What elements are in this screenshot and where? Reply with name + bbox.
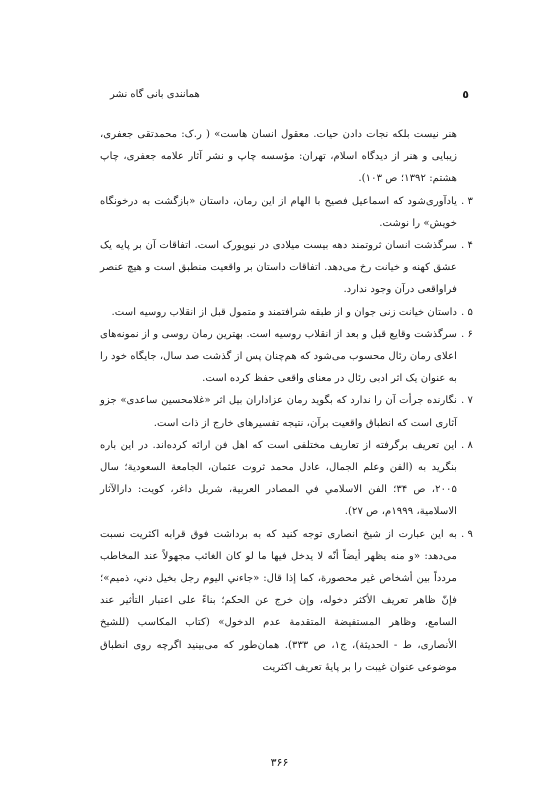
endnote-text: سرگذشت وقایع قبل و بعد از انقلاب روسیه است. بهترین رمان روسی و از نمونه‌های اعلای رمان رئال محسوب می‌شود که هم‌چنان پس از گذشت صد سال، جایگاه خود را به عنوان یک اثر ادبی رئال در معنای واقعی حفظ کرده است. <box>100 328 457 385</box>
endnote-number: ۶ . <box>461 328 473 340</box>
endnote-number: ۹ . <box>461 528 473 540</box>
endnote-number: ۴ . <box>461 240 473 252</box>
endnote-text: این تعریف برگرفته از تعاریف مختلفی است که اهل فن ارائه کرده‌اند. در این باره بنگرید به (الفن وعلم الجمال، عادل محمد ثروت عثمان، الجامعة السعودية؛ سال ۲۰۰۵، ص ۳۴؛ الفن الاسلامي في المصادر العربية، شربل داغر، کویت: دارالآثار الاسلامية، ۱۹۹۹م، ص ۲۷). <box>100 439 457 518</box>
endnote-text: سرگذشت انسان ثروتمند دهه بیست میلادی در نیویورک است. اتفاقات آن بر پایه یک عشق کهنه و خیانت رخ می‌دهد. اتفاقات داستان بر واقعیت منطبق است و هیچ عنصر فراواقعی درآن وجود ندارد. <box>100 240 457 296</box>
endnote <box>100 235 471 302</box>
endnote <box>100 524 471 679</box>
endnote-number: ۸ . <box>461 439 473 451</box>
endnote-text: نگارنده جرأت آن را ندارد که بگوید رمان عزاداران بیل اثر «غلامحسین ساعدی» جزو آثاری است که انطباق واقعیت برآن، نتیجه تفسیرهای خارج از ذات است. <box>100 395 457 429</box>
endnote-text: هنر نیست بلکه نجات دادن حیات. معقول انسان هاست» ( ر.ک: محمدتقی جعفری، زیبایی و هنر از دیدگاه اسلام، تهران: مؤسسه چاپ و نشر آثار علامه جعفری، چاپ هشتم: ۱۳۹۲؛ ص ۱۰۳). <box>100 129 457 185</box>
endnote-text: یادآوری‌شود که اسماعیل فصیح با الهام از این رمان، داستان «بازگشت به درخونگاه خویش» را نوشت. <box>100 195 457 229</box>
endnote <box>100 302 471 324</box>
endnotes <box>100 124 471 679</box>
endnote-text: داستان خیانت زنی جوان و از طبقه شرافتمند و متمول قبل از انقلاب روسیه است. <box>111 306 457 318</box>
page-number: ۳۶۶ <box>270 756 289 769</box>
endnote <box>100 124 471 191</box>
endnote <box>100 324 471 391</box>
endnote-number: ۷ . <box>461 395 473 407</box>
endnote-number: ۵ . <box>461 306 473 318</box>
endnote-number: ۳ . <box>461 195 473 207</box>
endnote-text: به این عبارت از شیخ انصاری توجه کنید که به برداشت فوق قرابه اکثریت نسبت می‌دهد: «و منه يظهر أيضاً أنّه لا يدخل فيها ما لو كان الغائب مجهولاً عند المخاطب مردداً بين أشخاص غير محصورة، كما إذا قال: «جاءني اليوم رجل بخيل دني، ذميم»؛ فإنّ ظاهر تعريف الأكثر دخوله، وإن خرج عن الحكم؛ بناءً على اعتبار التأثير عند السامع، وظاهر المستفيضة المتقدمة عدم الدخول» (کتاب المکاسب (للشیخ الأنصاری، ط - الحدیثة)، ج۱، ص ۳۳۳). همان‌طور که می‌بینید اگرچه روی انطباق موضوعی عنوان غیبت را بر پایهٔ تعریف اکثریت <box>100 528 457 673</box>
endnote <box>100 191 471 235</box>
endnote <box>100 390 471 434</box>
header-page-number: ٥ <box>462 88 469 101</box>
running-header <box>110 88 469 101</box>
endnote <box>100 435 471 524</box>
running-title: همانندی بانی گاه نشر <box>110 89 200 100</box>
